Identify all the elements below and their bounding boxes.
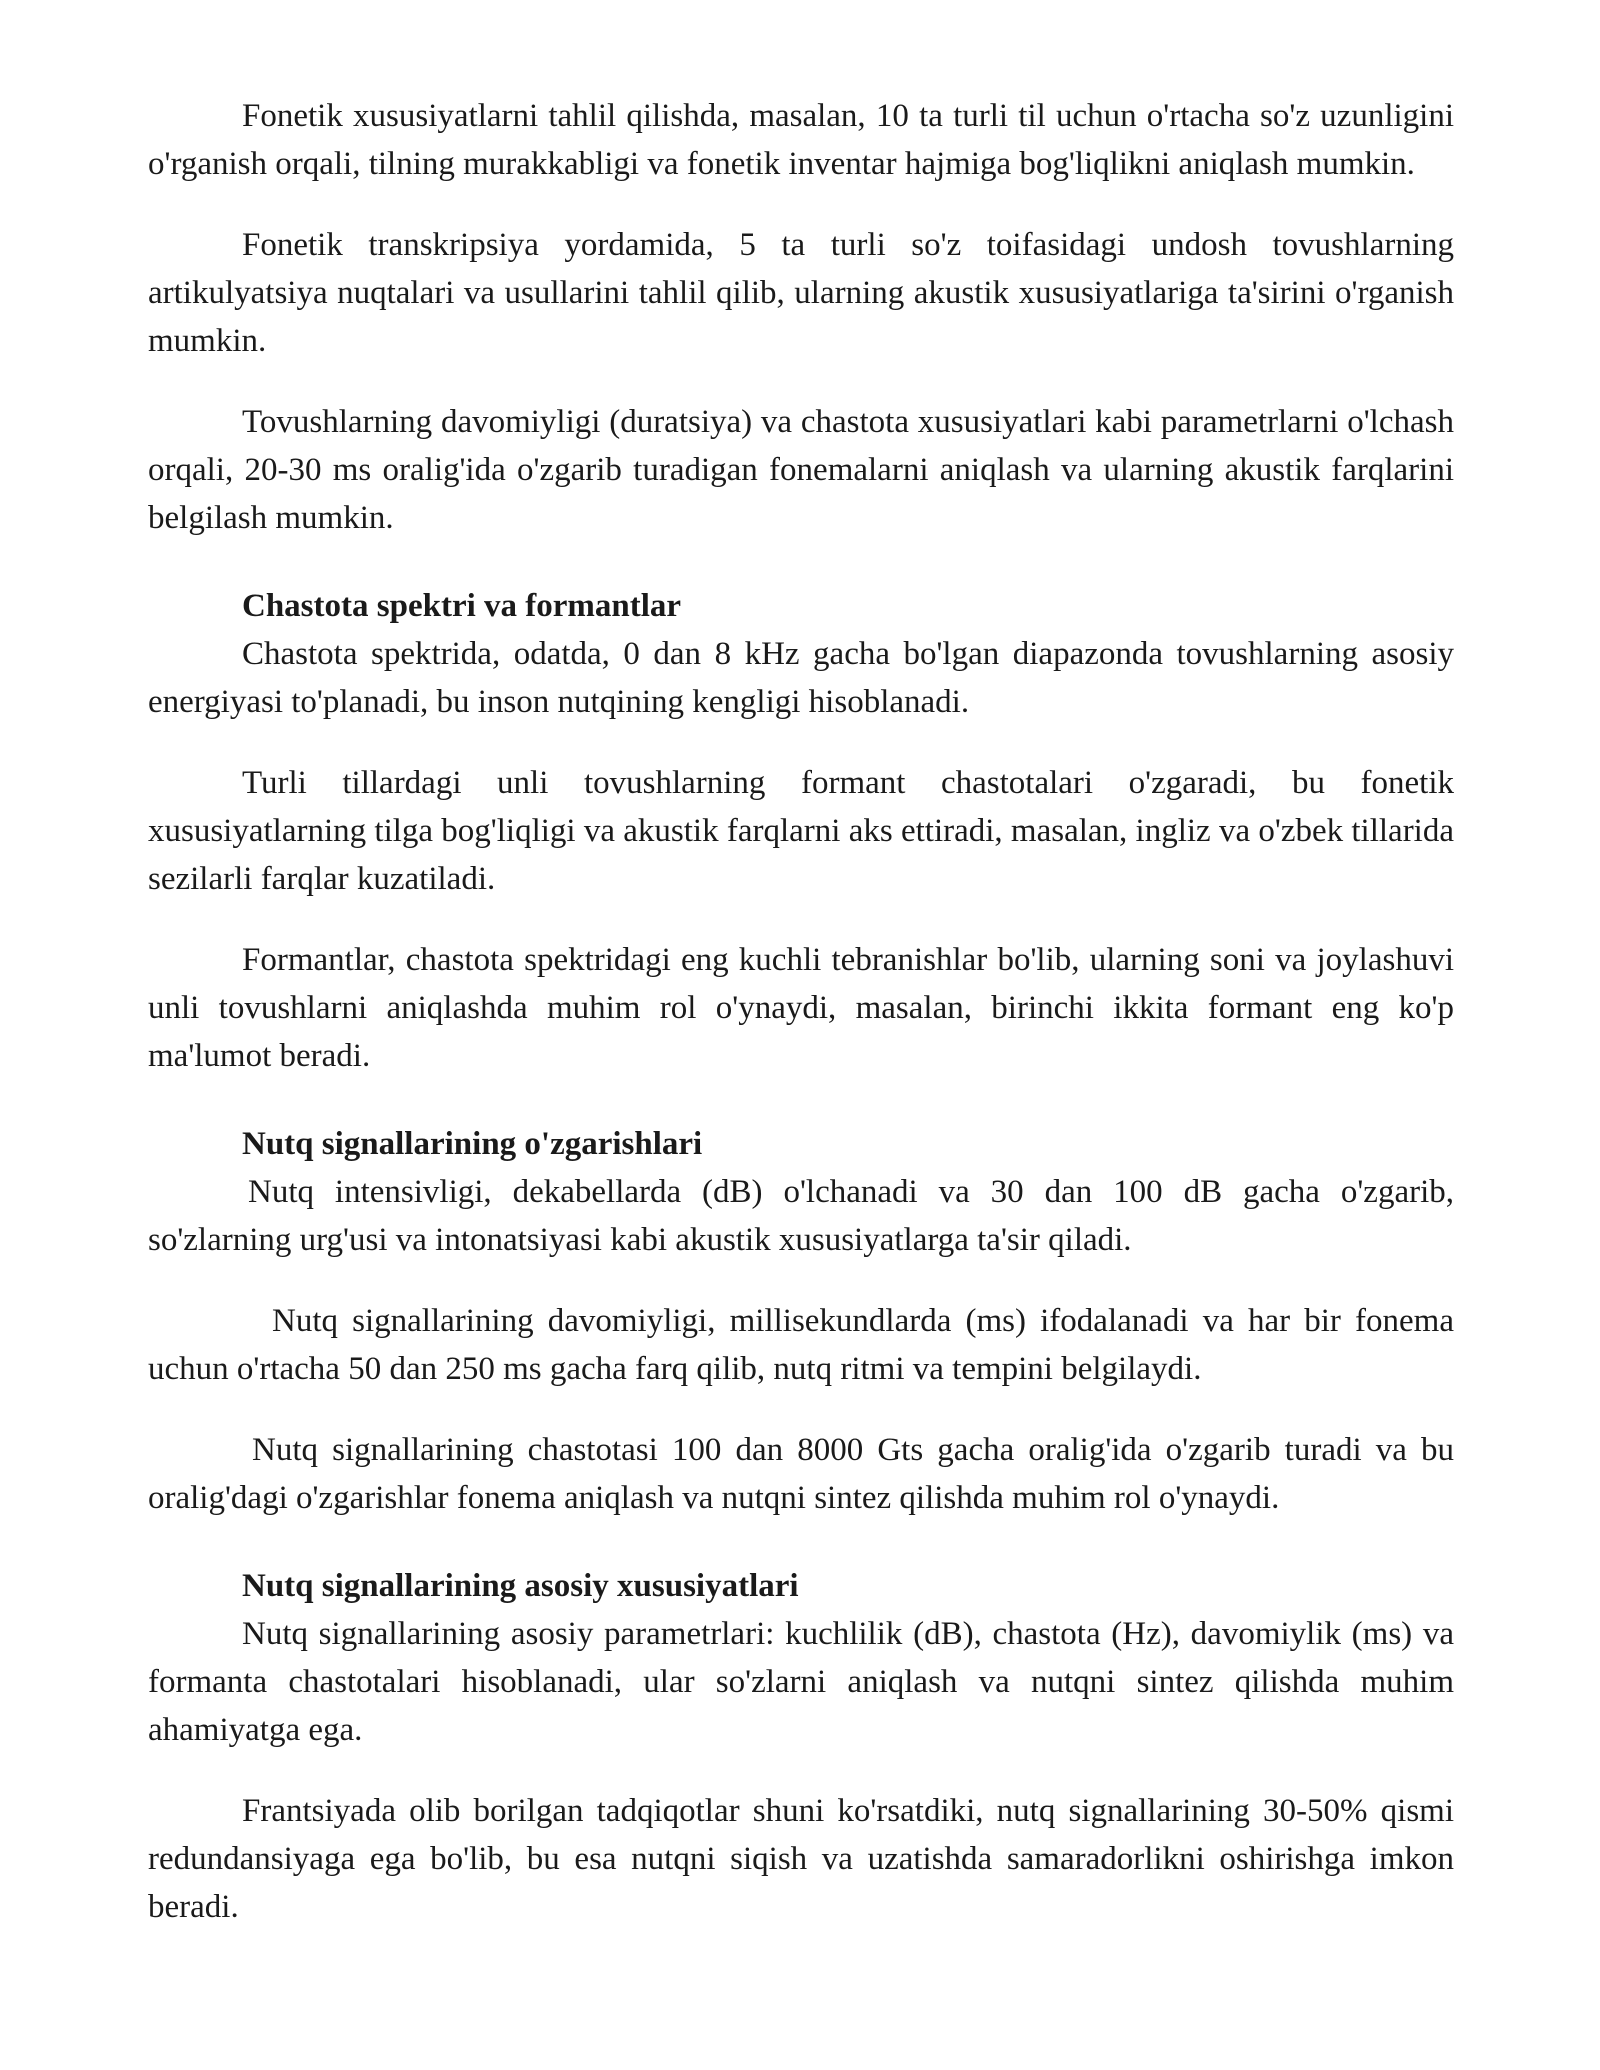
paragraph-spectrum-2: Turli tillardagi unli tovushlarning formant chastotalari o'zgaradi, bu fonetik xususiyatlarning tilga bog'liqligi va akustik farqlarni aks ettiradi, masalan, ingliz va o'zbek tillarida sezilarli farqlar kuzatiladi. xyxy=(148,765,1454,897)
paragraph-spectrum-1: Chastota spektrida, odatda, 0 dan 8 kHz gacha bo'lgan diapazonda tovushlarning asosiy energiyasi to'planadi, bu inson nutqining kengligi hisoblanadi. xyxy=(148,636,1454,720)
section-features xyxy=(148,1562,1454,1931)
paragraph-changes-3: Nutq signallarining chastotasi 100 dan 8000 Gts gacha oralig'ida o'zgarib turadi va bu oralig'dagi o'zgarishlar fonema aniqlash va nutqni sintez qilishda muhim rol o'ynaydi. xyxy=(148,1432,1454,1516)
paragraph-features-2: Frantsiyada olib borilgan tadqiqotlar shuni ko'rsatdiki, nutq signallarining 30-50% qismi redundansiyaga ega bo'lib, bu esa nutqni siqish va uzatishda samaradorlikni oshirishga imkon beradi. xyxy=(148,1793,1454,1925)
section-changes xyxy=(148,1120,1454,1522)
section-heading-changes: Nutq signallarining o'zgarishlari xyxy=(242,1126,703,1162)
paragraph-intro-2: Fonetik transkripsiya yordamida, 5 ta turli so'z toifasidagi undosh tovushlarning artikulyatsiya nuqtalari va usullarini tahlil qilib, ularning akustik xususiyatlariga ta'sirini o'rganish mumkin. xyxy=(148,227,1454,359)
paragraph-features-1: Nutq signallarining asosiy parametrlari: kuchlilik (dB), chastota (Hz), davomiylik (ms) va formanta chastotalari hisoblanadi, ular so'zlarni aniqlash va nutqni sintez qilishda muhim ahamiyatga ega. xyxy=(148,1616,1454,1748)
section-heading-features: Nutq signallarining asosiy xususiyatlari xyxy=(242,1568,799,1604)
document-page xyxy=(148,92,1454,1931)
paragraph-intro-1: Fonetik xususiyatlarni tahlil qilishda, masalan, 10 ta turli til uchun o'rtacha so'z uzunligini o'rganish orqali, tilning murakkabligi va fonetik inventar hajmiga bog'liqlikni aniqlash mumkin. xyxy=(148,98,1454,182)
paragraph-intro-3: Tovushlarning davomiyligi (duratsiya) va chastota xususiyatlari kabi parametrlarni o'lchash orqali, 20-30 ms oralig'ida o'zgarib turadigan fonemalarni aniqlash va ularning akustik farqlarini belgilash mumkin. xyxy=(148,404,1454,536)
paragraph-spectrum-3: Formantlar, chastota spektridagi eng kuchli tebranishlar bo'lib, ularning soni va joylashuvi unli tovushlarni aniqlashda muhim rol o'ynaydi, masalan, birinchi ikkita formant eng ko'p ma'lumot beradi. xyxy=(148,942,1454,1074)
section-heading-spectrum: Chastota spektri va formantlar xyxy=(242,588,682,624)
paragraph-changes-1: Nutq intensivligi, dekabellarda (dB) o'lchanadi va 30 dan 100 dB gacha o'zgarib, so'zlarning urg'usi va intonatsiyasi kabi akustik xususiyatlarga ta'sir qiladi. xyxy=(148,1174,1454,1258)
paragraph-changes-2: Nutq signallarining davomiyligi, millisekundlarda (ms) ifodalanadi va har bir fonema uchun o'rtacha 50 dan 250 ms gacha farq qilib, nutq ritmi va tempini belgilaydi. xyxy=(148,1303,1454,1387)
section-spectrum xyxy=(148,582,1454,1080)
